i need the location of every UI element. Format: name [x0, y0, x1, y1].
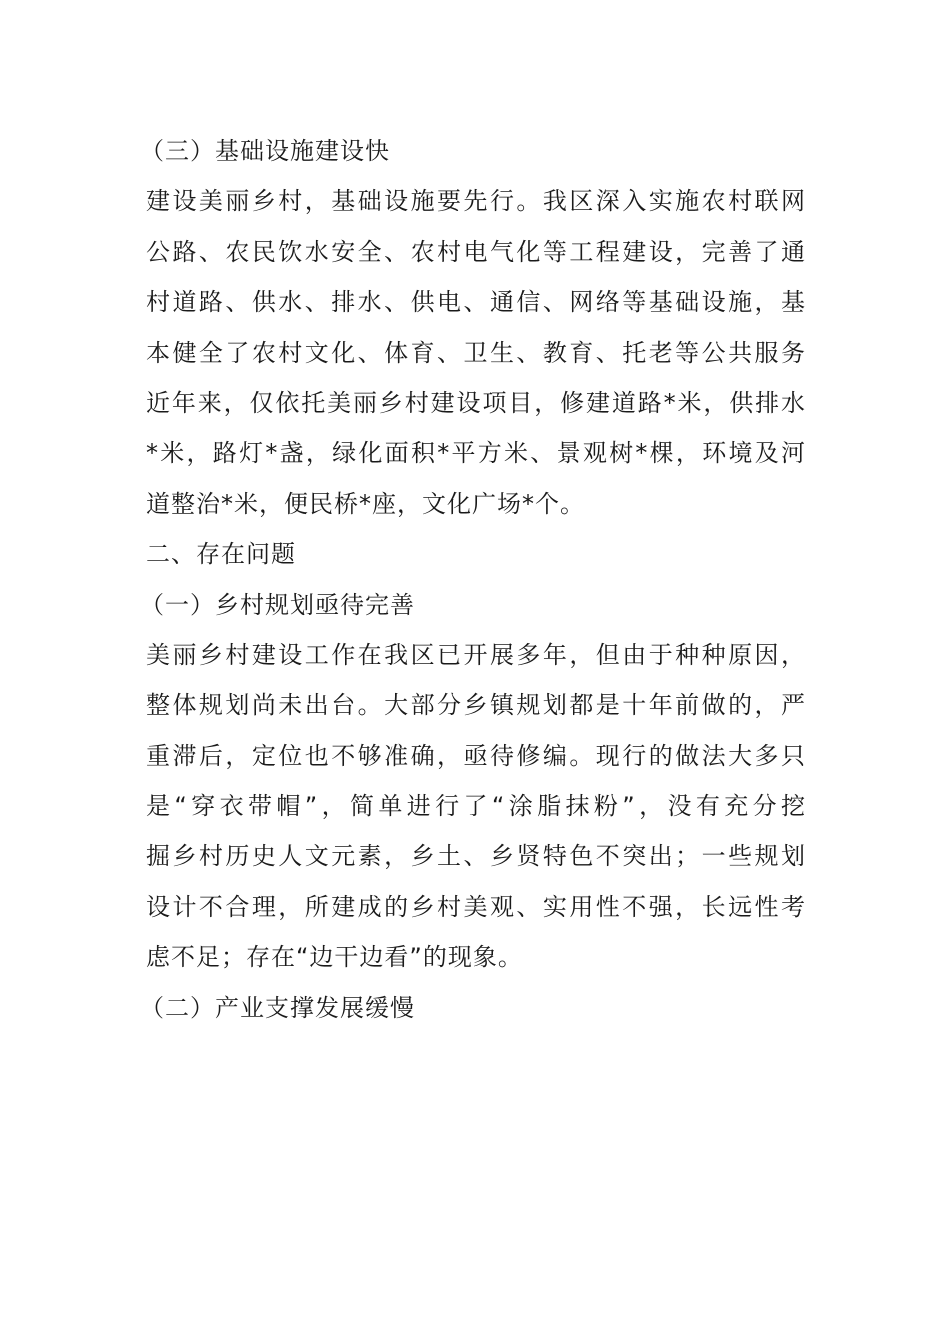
paragraph-line: 虑不足；存在“边干边看”的现象。 [146, 943, 523, 972]
paragraph-line: 村​道​路​、​供​水​、​排​水​、​供​电​、​通​信​、​网​络​等​基​础​设​施​，​基 [146, 288, 806, 317]
section-heading-industry: （二）产业支撑发展缓慢 [140, 993, 415, 1022]
paragraph-line: 美​丽​乡​村​建​设​工​作​在​我​区​已​开​展​多​年​，​但​由​于​种​种​原​因​， [146, 640, 806, 669]
section-heading-planning: （一）乡村规划亟待完善 [140, 590, 415, 619]
paragraph-line: 近​年​来​，​仅​依​托​美​丽​乡​村​建​设​项​目​，​修​建​道​路​*​米​，​供​排​水 [146, 388, 806, 417]
section-heading-problems: 二、存在问题 [146, 540, 296, 569]
paragraph-line: 公​路​、​农​民​饮​水​安​全​、​农​村​电​气​化​等​工​程​建​设​，​完​善​了​通 [146, 237, 806, 266]
paragraph-line: 建​设​美​丽​乡​村​，​基​础​设​施​要​先​行​。​我​区​深​入​实​施​农​村​联​网 [146, 187, 806, 216]
paragraph-line: 道整治*米，便民桥*座，文化广场*个。 [146, 489, 585, 518]
section-heading-infrastructure: （三）基础设施建设快 [140, 137, 390, 165]
paragraph-line: 掘​乡​村​历​史​人​文​元​素​，​乡​土​、​乡​贤​特​色​不​突​出​；​一​些​规​划 [146, 842, 806, 871]
paragraph-line: 整​体​规​划​尚​未​出​台​。​大​部​分​乡​镇​规​划​都​是​十​年​前​做​的​，​严 [146, 691, 806, 720]
paragraph-line: 是​“​穿​衣​带​帽​”​，​简​单​进​行​了​“​涂​脂​抹​粉​”​，​没​有​充​分​挖 [146, 792, 806, 821]
paragraph-line: *​米​，​路​灯​*​盏​，​绿​化​面​积​*​平​方​米​、​景​观​树​*​棵​，​环​境​及​河 [146, 439, 806, 468]
paragraph-line: 重​滞​后​，​定​位​也​不​够​准​确​，​亟​待​修​编​。​现​行​的​做​法​大​多​只 [146, 741, 806, 770]
paragraph-line: 设​计​不​合​理​，​所​建​成​的​乡​村​美​观​、​实​用​性​不​强​，​长​远​性​考 [146, 892, 806, 921]
paragraph-line: 本​健​全​了​农​村​文​化​、​体​育​、​卫​生​、​教​育​、​托​老​等​公​共​服​务 [146, 338, 806, 367]
document-body [140, 126, 806, 1033]
